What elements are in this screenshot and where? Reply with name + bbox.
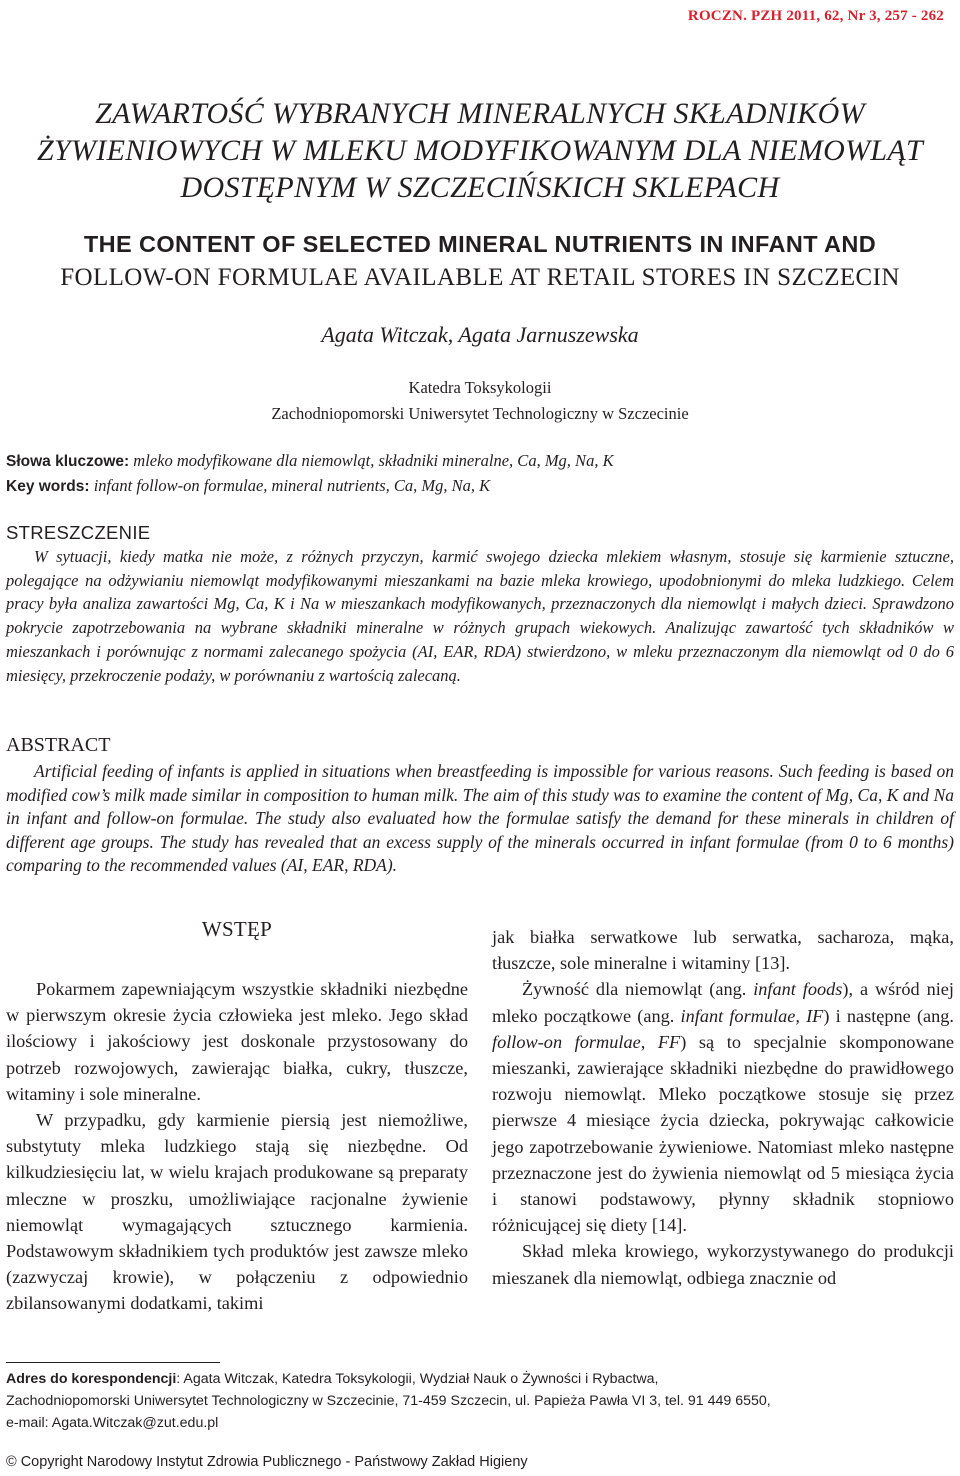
text-run: ) i następne (ang.: [823, 1005, 954, 1026]
title-en-line: FOLLOW-ON FORMULAE AVAILABLE AT RETAIL STORES IN SZCZECIN: [60, 264, 900, 291]
correspondence-label: Adres do korespondencji: [6, 1371, 177, 1387]
left-column: [6, 976, 468, 1317]
title-pl-line: DOSTĘPNYM W SZCZECIŃSKICH SKLEPACH: [180, 171, 780, 204]
authors: Agata Witczak, Agata Jarnuszewska: [321, 322, 639, 347]
affiliation: [0, 375, 960, 427]
text-run-italic: infant foods: [753, 979, 843, 1000]
abstract-text: Artificial feeding of infants is applied in situations when breastfeeding is impossible for various reasons. Such feeding is based on modified cow’s milk made similar in composition to human milk. The aim of this study was to examine the content of Mg, Ca, K and Na in infant and follow-on formulae. The study also evaluated how the formulae satisfy the demand for these minerals in children of different age groups. The study has revealed that an excess supply of the minerals occurred in infant formulae (from 0 to 6 months) comparing to the recommended values (AI, EAR, RDA).: [6, 761, 954, 875]
title-english: [0, 228, 960, 294]
keywords-pl-text: mleko modyfikowane dla niemowląt, składniki mineralne, Ca, Mg, Na, K: [133, 451, 614, 470]
wstep-paragraph-2: W przypadku, gdy karmienie piersią jest niemożliwe, substytuty mleka ludzkiego stają się niezbędne. Od kilkudziesięciu lat, w wielu krajach produkowane są preparaty mleczne w proszku, umożliwiające racjonalne żywienie niemowląt wymagających sztucznego karmienia. Podstawowym składnikiem tych produktów jest zawsze mleko (zazwyczaj krowie), w połączeniu z odpowiednio zbilansowanymi dodatkami, takimi: [6, 1110, 468, 1314]
correspondence-line-2: Zachodniopomorski Uniwersytet Technologiczny w Szczecinie, 71-459 Szczecin, ul. Papieża Pawła VI 3, tel. 91 449 6550,: [6, 1393, 771, 1409]
keywords-pl-label: Słowa kluczowe:: [6, 453, 130, 470]
footnote-divider: [6, 1362, 220, 1363]
keywords-english: [6, 474, 956, 499]
affiliation-dept: Katedra Toksykologii: [408, 378, 552, 397]
text-run: : Agata Witczak, Katedra Toksykologii, Wydział Nauk o Żywności i Rybactwa,: [176, 1371, 659, 1387]
keywords-en-label: Key words:: [6, 478, 90, 495]
text-run: ) są to specjalnie skomponowane mieszanki, zawierające składniki niezbędne do prawidłowego rozwoju niemowląt. Mleko początkowe stosuje się przez pierwsze 4 miesiące życia dziecka, pokrywając całkowicie jego zapotrzebowanie żywieniowe. Natomiast mleko następne przeznaczone jest do żywienia niemowląt od 5 miesiąca życia i stanowi podstawowy, płynny składnik stopniowo różnicującej się diety [14].: [492, 1031, 955, 1236]
title-pl-line: ZAWARTOŚĆ WYBRANYCH MINERALNYCH SKŁADNIKÓW: [95, 97, 865, 130]
right-column: [492, 924, 954, 1291]
right-paragraph-2: Skład mleka krowiego, wykorzystywanego do produkcji mieszanek dla niemowląt, odbiega znacznie od: [492, 1241, 954, 1288]
correspondence-email: e-mail: Agata.Witczak@zut.edu.pl: [6, 1415, 219, 1431]
keywords-polish: [6, 449, 956, 474]
correspondence-address: [6, 1368, 956, 1434]
title-polish: [0, 95, 960, 206]
right-paragraph-0: jak białka serwatkowe lub serwatka, sacharoza, mąka, tłuszcze, sole mineralne i witaminy [13].: [492, 927, 954, 974]
title-en-line: THE CONTENT OF SELECTED MINERAL NUTRIENTS IN INFANT AND: [83, 231, 877, 257]
wstep-heading: WSTĘP: [201, 917, 273, 941]
journal-header: ROCZN. PZH 2011, 62, Nr 3, 257 - 262: [687, 8, 944, 24]
abstract-heading: ABSTRACT: [6, 734, 111, 756]
wstep-paragraph-1: Pokarmem zapewniającym wszystkie składniki niezbędne w pierwszym okresie życia człowieka jest mleko. Jego skład ilościowy i jakościowy jest doskonale przystosowany do potrzeb rozwojowych, zawierając białka, cukry, tłuszcze, witaminy i sole mineralne.: [6, 979, 468, 1104]
copyright: © Copyright Narodowy Instytut Zdrowia Publicznego - Państwowy Zakład Higieny: [6, 1454, 528, 1470]
correspondence-line-1: [6, 1368, 956, 1390]
keywords-en-text: infant follow-on formulae, mineral nutrients, Ca, Mg, Na, K: [93, 476, 491, 495]
text-run-italic: infant formulae, IF: [680, 1005, 824, 1026]
streszczenie-text: W sytuacji, kiedy matka nie może, z różnych przyczyn, karmić swojego dziecka mlekiem własnym, stosuje się karmienie sztuczne, polegające na odżywianiu niemowląt modyfikowanymi mieszankami na bazie mleka krowiego, upodobnionymi do mleka ludzkiego. Celem pracy była analiza zawartości Mg, Ca, K i Na w mieszankach modyfikowanych, przeznaczonych dla niemowląt i małych dzieci. Sprawdzono pokrycie zapotrzebowania na wybrane składniki mineralne w różnych grupach wiekowych. Analizując zawartość tych składników w mieszankach i porównując z normami zalecanego spożycia (AI, EAR, RDA) stwierdzono, w mleku przeznaczonym dla niemowląt od 0 do 6 miesięcy, przekroczenie podaży, w porównaniu z wartością zalecaną.: [6, 547, 954, 685]
right-paragraph-1: [492, 976, 954, 1238]
text-run: ), a wśród niej mleko początkowe (ang.: [492, 979, 954, 1026]
text-run-italic: follow-on formulae, FF: [492, 1031, 681, 1052]
affiliation-university: Zachodniopomorski Uniwersytet Technologiczny w Szczecinie: [271, 404, 689, 423]
streszczenie-heading: STRESZCZENIE: [6, 522, 151, 543]
title-pl-line: ŻYWIENIOWYCH W MLEKU MODYFIKOWANYM DLA NIEMOWLĄT: [37, 134, 923, 167]
text-run: Żywność dla niemowląt (ang.: [522, 979, 754, 1000]
